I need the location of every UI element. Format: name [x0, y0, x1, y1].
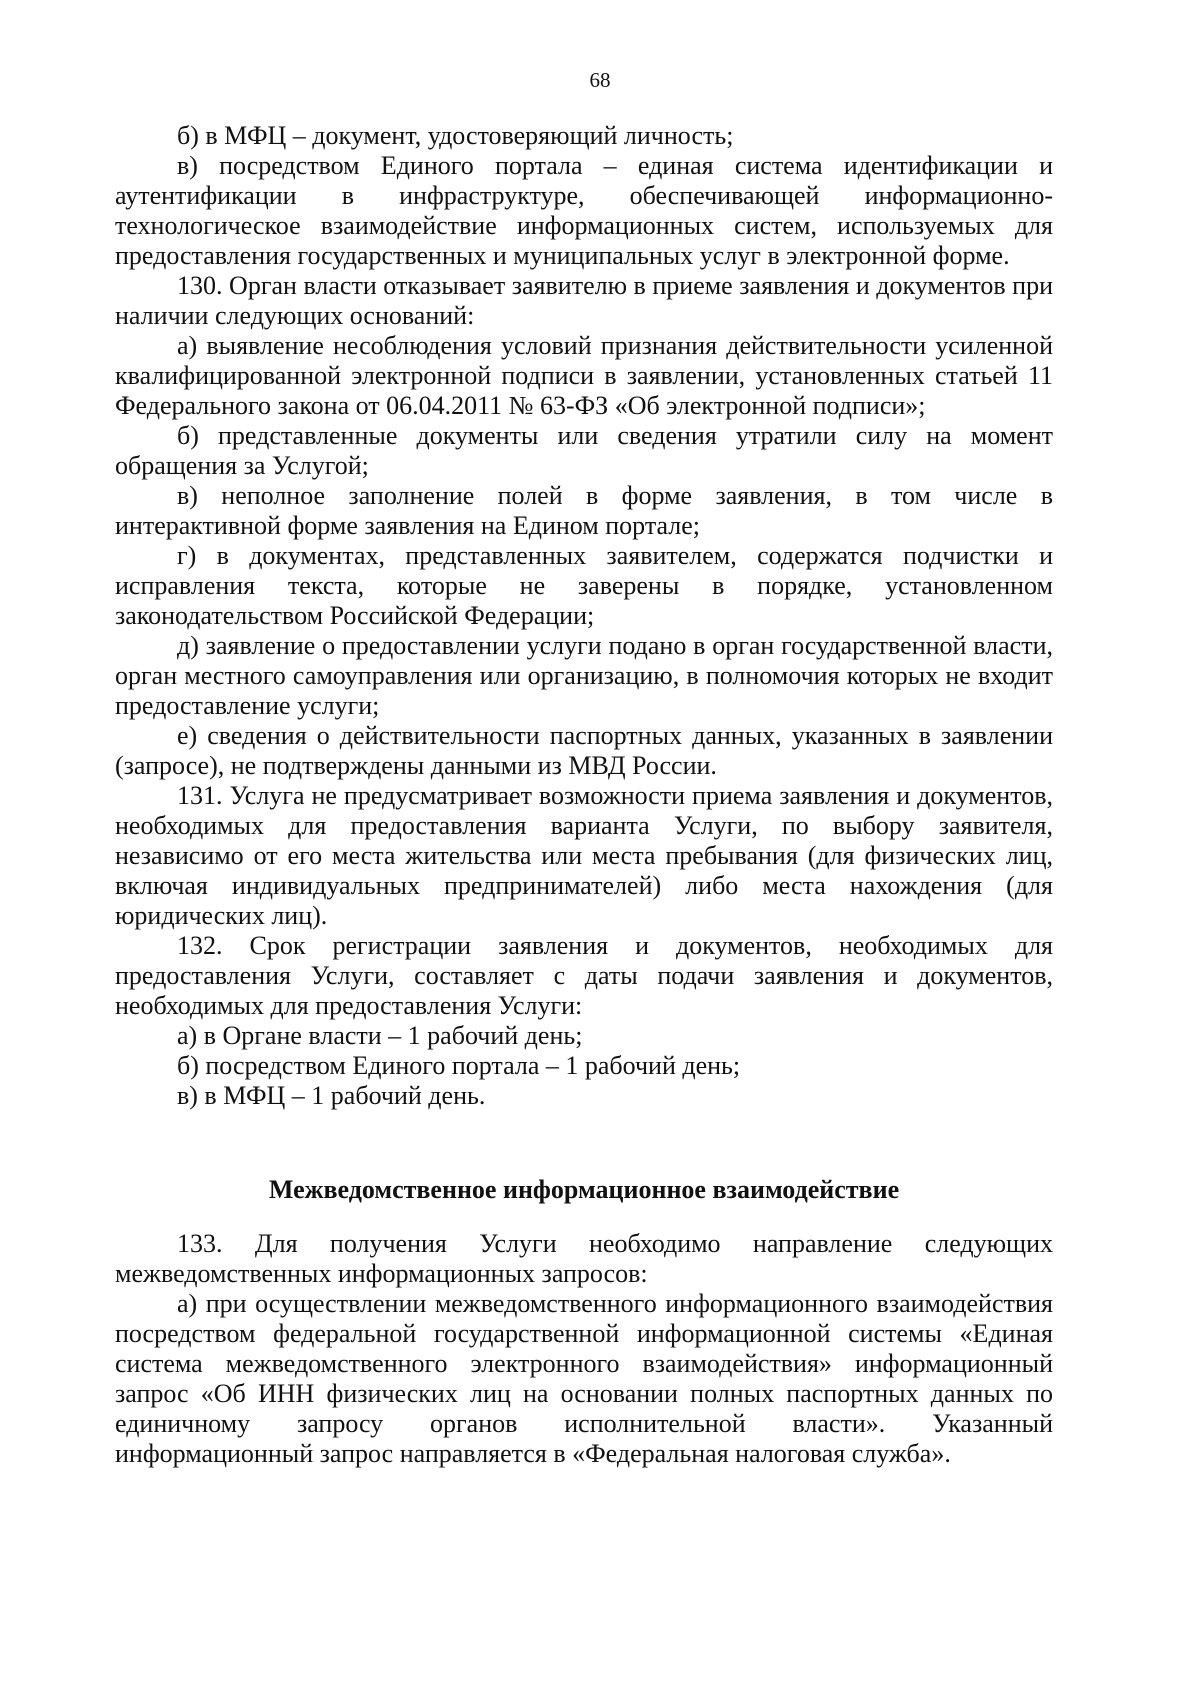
paragraph: г) в документах, представленных заявителем, содержатся подчистки и исправления текста, которые не заверены в порядке, установленном законодательством Российской Федерации;: [115, 541, 1053, 630]
section-heading: Межведомственное информационное взаимодействие: [268, 1175, 900, 1204]
paragraph: 130. Орган власти отказывает заявителю в приеме заявления и документов при наличии следующих оснований:: [115, 271, 1053, 330]
paragraph: а) при осуществлении межведомственного информационного взаимодействия посредством федеральной государственной информационной системы «Единая система межведомственного электронного взаимодействия» информационный запрос «Об ИНН физических лиц на основании полных паспортных данных по единичному запросу органов исполнительной власти». Указанный информационный запрос направляется в «Федеральная налоговая служба».: [115, 1289, 1053, 1468]
paragraph: в) посредством Единого портала – единая система идентификации и аутентификации в инфраструктуре, обеспечивающей информационно-технологическое взаимодействие информационных систем, используемых для предоставления государственных и муниципальных услуг в электронной форме.: [115, 151, 1053, 270]
page-number: 68: [589, 68, 611, 92]
paragraph: б) представленные документы или сведения утратили силу на момент обращения за Услугой;: [115, 421, 1053, 480]
paragraph: а) выявление несоблюдения условий признания действительности усиленной квалифицированной электронной подписи в заявлении, установленных статьей 11 Федерального закона от 06.04.2011 № 63-ФЗ «Об электронной подписи»;: [115, 331, 1053, 420]
paragraph: б) в МФЦ – документ, удостоверяющий личность;: [177, 121, 734, 150]
paragraph: в) неполное заполнение полей в форме заявления, в том числе в интерактивной форме заявления на Едином портале;: [115, 481, 1053, 540]
paragraph: 133. Для получения Услуги необходимо направление следующих межведомственных информационных запросов:: [115, 1229, 1053, 1288]
paragraph: а) в Органе власти – 1 рабочий день;: [177, 1021, 583, 1050]
paragraph: е) сведения о действительности паспортных данных, указанных в заявлении (запросе), не подтверждены данными из МВД России.: [115, 721, 1053, 780]
document-body: [115, 121, 1053, 1469]
paragraph: 132. Срок регистрации заявления и документов, необходимых для предоставления Услуги, составляет с даты подачи заявления и документов, необходимых для предоставления Услуги:: [115, 931, 1053, 1020]
paragraph: б) посредством Единого портала – 1 рабочий день;: [177, 1051, 741, 1080]
paragraph: в) в МФЦ – 1 рабочий день.: [177, 1081, 486, 1110]
paragraph: 131. Услуга не предусматривает возможности приема заявления и документов, необходимых для предоставления варианта Услуги, по выбору заявителя, независимо от его места жительства или места пребывания (для физических лиц, включая индивидуальных предпринимателей) либо места нахождения (для юридических лиц).: [115, 781, 1053, 930]
paragraph: д) заявление о предоставлении услуги подано в орган государственной власти, орган местного самоуправления или организацию, в полномочия которых не входит предоставление услуги;: [115, 631, 1053, 720]
